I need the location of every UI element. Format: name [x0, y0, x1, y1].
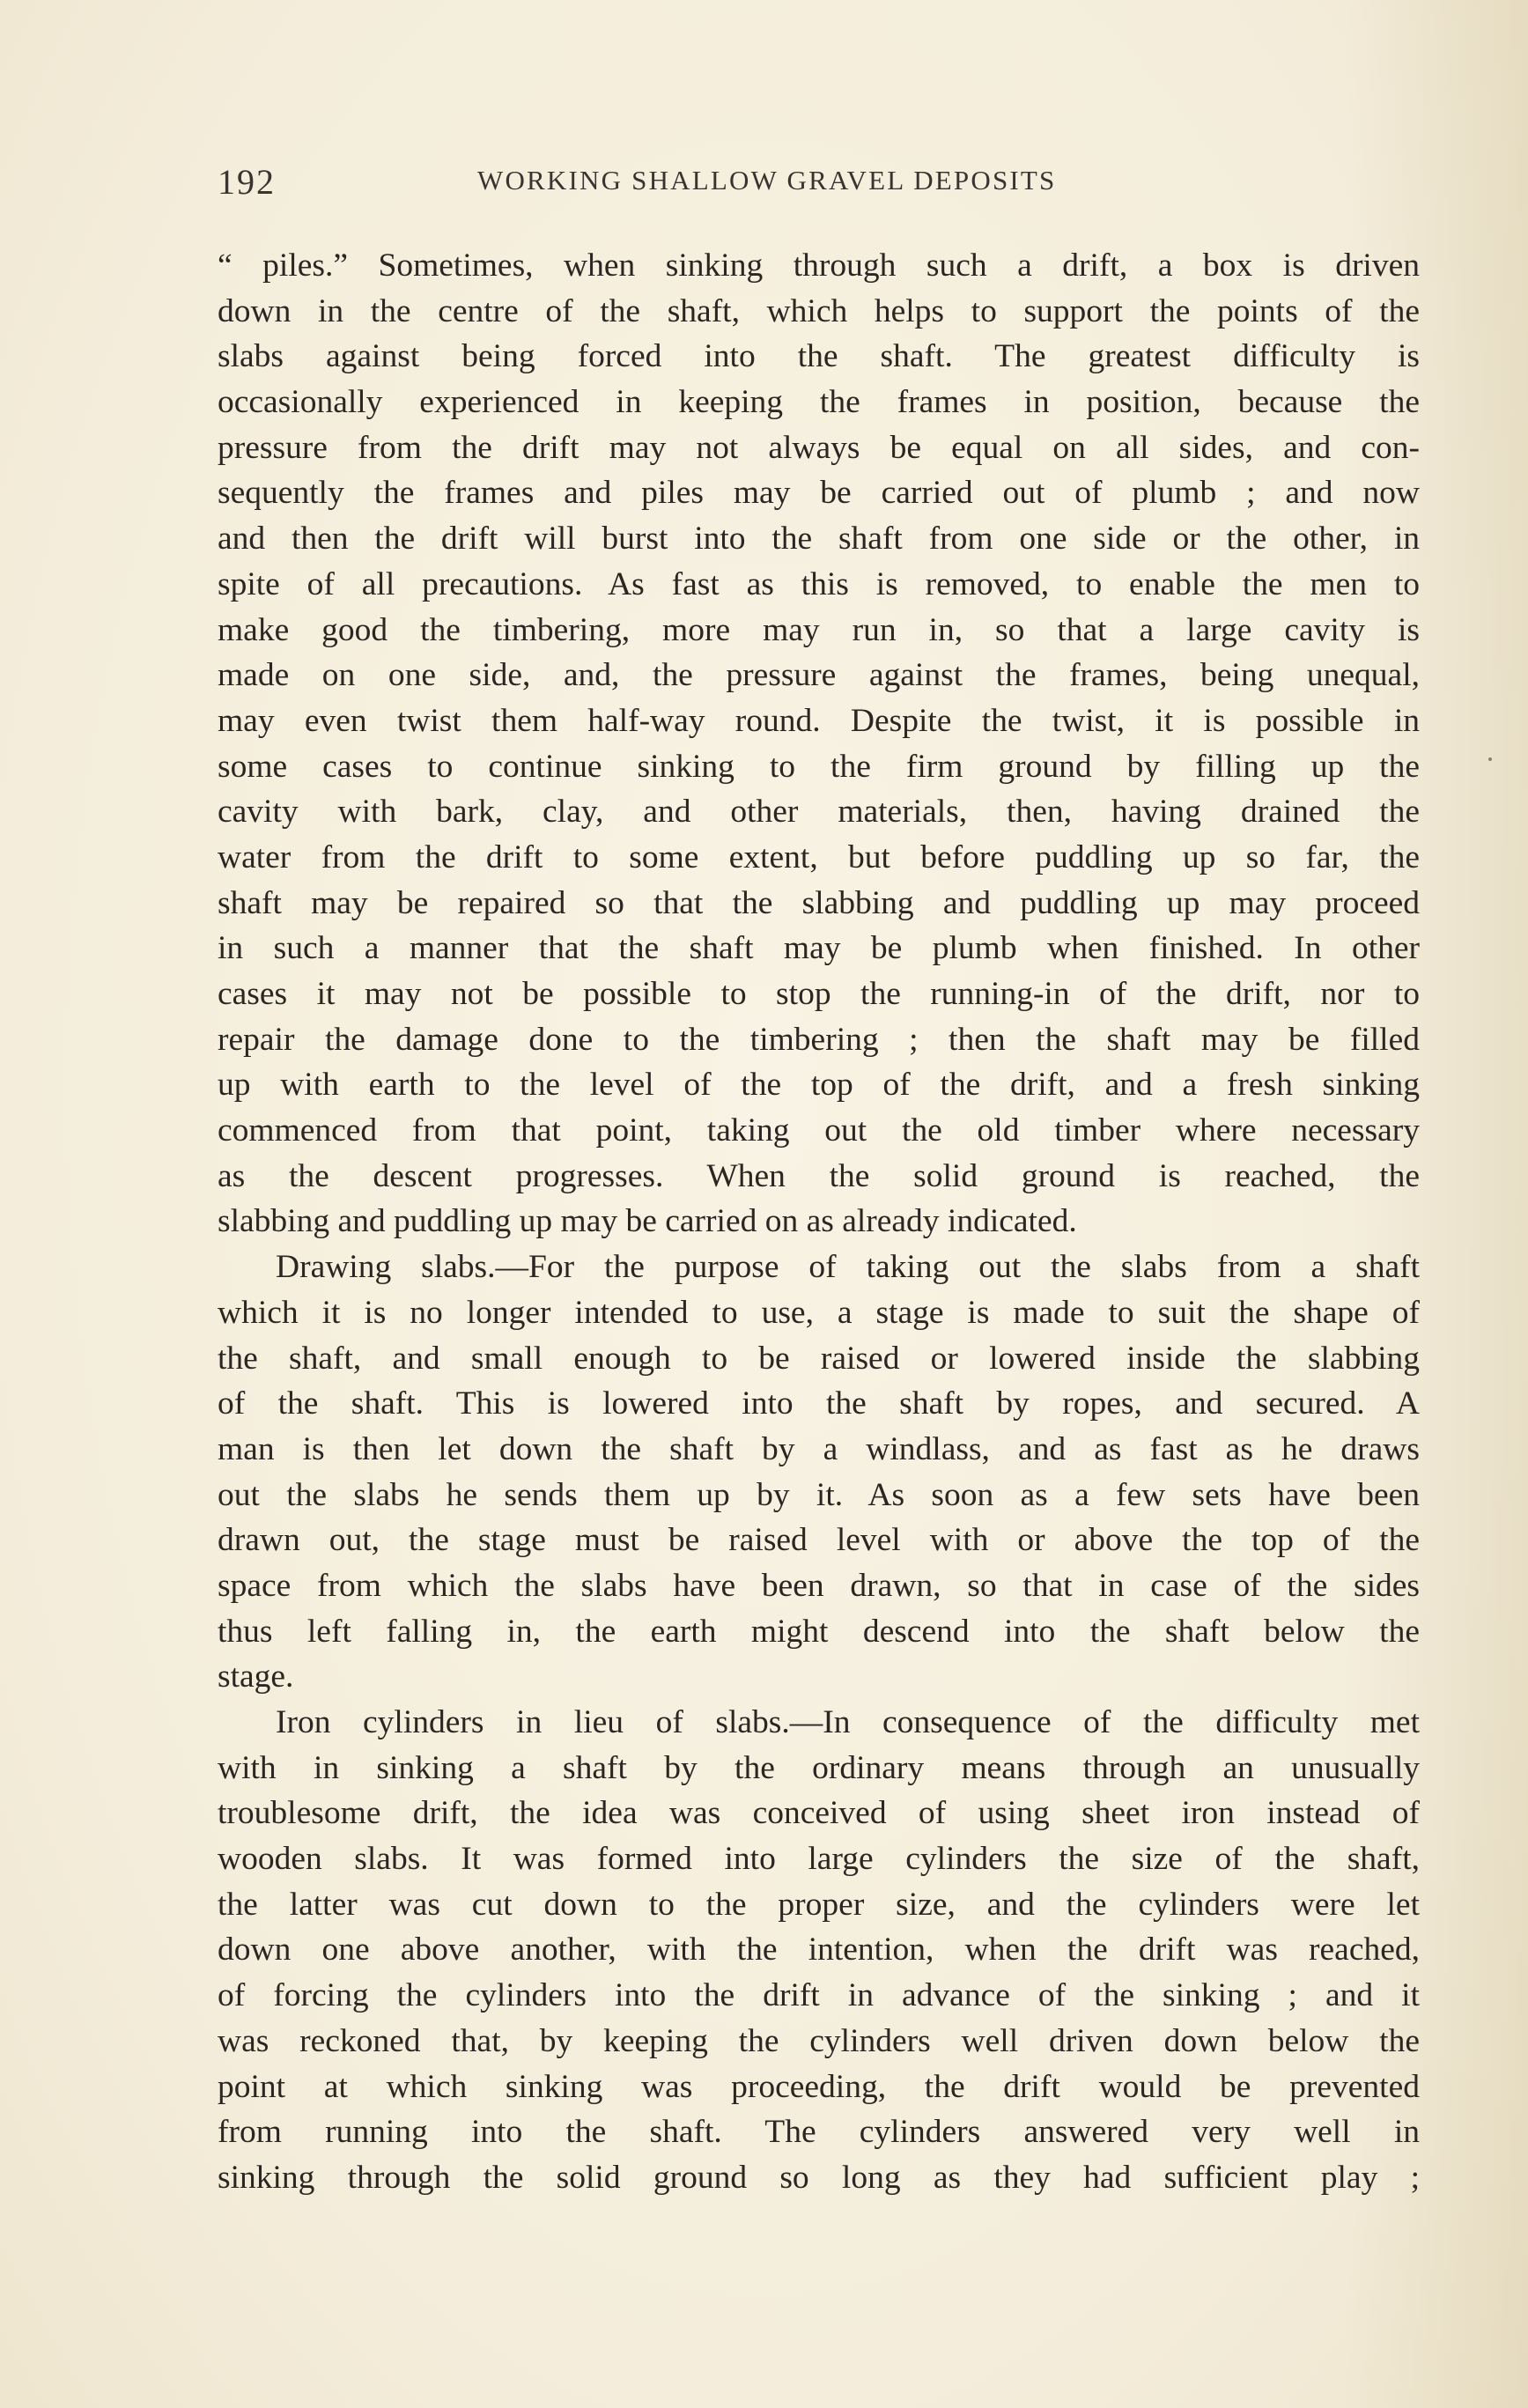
text-line: wooden slabs. It was formed into large cylinders the size of the shaft,	[218, 1841, 1420, 1878]
paragraph-first-line: Drawing slabs.—For the purpose of taking out the slabs from a shaft	[276, 1249, 1420, 1286]
text-line: was reckoned that, by keeping the cylinders well driven down below the	[218, 2022, 1420, 2059]
text-line: thus left falling in, the earth might descend into the shaft below the	[218, 1613, 1420, 1650]
text-line: man is then let down the shaft by a windlass, and as fast as he draws	[218, 1430, 1420, 1467]
text-line: and then the drift will burst into the shaft from one side or the other, in	[218, 521, 1420, 558]
text-line: shaft may be repaired so that the slabbing and puddling up may proceed	[218, 884, 1420, 921]
text-line: “ piles.” Sometimes, when sinking through such a drift, a box is driven	[218, 247, 1420, 284]
text-line: pressure from the drift may not always be equal on all sides, and con-	[218, 429, 1420, 466]
running-head	[218, 161, 1420, 214]
text-line: in such a manner that the shaft may be plumb when finished. In other	[218, 930, 1420, 967]
page-number: 192	[218, 162, 276, 202]
text-line: occasionally experienced in keeping the frames in position, because the	[218, 384, 1420, 421]
text-line: of the shaft. This is lowered into the shaft by ropes, and secured. A	[218, 1385, 1420, 1422]
paragraph-end-line: stage.	[218, 1658, 294, 1695]
text-line: as the descent progresses. When the solid ground is reached, the	[218, 1157, 1420, 1194]
text-line: repair the damage done to the timbering ; then the shaft may be filled	[218, 1021, 1420, 1058]
text-line: down in the centre of the shaft, which helps to support the points of the	[218, 292, 1420, 329]
paragraph-first-line: Iron cylinders in lieu of slabs.—In consequence of the difficulty met	[276, 1704, 1420, 1740]
text-line: sinking through the solid ground so long as they had sufficient play ;	[218, 2159, 1420, 2196]
text-line: may even twist them half-way round. Despite the twist, it is possible in	[218, 702, 1420, 739]
text-line: sequently the frames and piles may be carried out of plumb ; and now	[218, 475, 1420, 512]
text-line: from running into the shaft. The cylinders answered very well in	[218, 2114, 1420, 2151]
text-line: water from the drift to some extent, but before puddling up so far, the	[218, 838, 1420, 875]
text-line: up with earth to the level of the top of the drift, and a fresh sinking	[218, 1067, 1420, 1104]
text-line: with in sinking a shaft by the ordinary means through an unusually	[218, 1749, 1420, 1786]
text-line: cases it may not be possible to stop the running-in of the drift, nor to	[218, 976, 1420, 1012]
text-line: slabs against being forced into the shaft. The greatest difficulty is	[218, 338, 1420, 375]
running-title: WORKING SHALLOW GRAVEL DEPOSITS	[477, 165, 1057, 196]
text-line: drawn out, the stage must be raised level with or above the top of the	[218, 1522, 1420, 1559]
text-line: down one above another, with the intention, when the drift was reached,	[218, 1932, 1420, 1969]
text-line: point at which sinking was proceeding, the drift would be prevented	[218, 2068, 1420, 2105]
text-line: out the slabs he sends them up by it. As soon as a few sets have been	[218, 1476, 1420, 1513]
text-line: which it is no longer intended to use, a stage is made to suit the shape of	[218, 1294, 1420, 1331]
text-line: some cases to continue sinking to the firm ground by filling up the	[218, 748, 1420, 785]
text-line: of forcing the cylinders into the drift in advance of the sinking ; and it	[218, 1977, 1420, 2014]
text-line: cavity with bark, clay, and other materials, then, having drained the	[218, 794, 1420, 831]
text-line: make good the timbering, more may run in, so that a large cavity is	[218, 611, 1420, 648]
body-text	[218, 243, 1420, 2201]
paragraph-end-line: slabbing and puddling up may be carried on as already indicated.	[218, 1203, 1077, 1240]
text-line: the latter was cut down to the proper size, and the cylinders were let	[218, 1886, 1420, 1923]
text-line: space from which the slabs have been drawn, so that in case of the sides	[218, 1567, 1420, 1604]
text-line: made on one side, and, the pressure against the frames, being unequal,	[218, 657, 1420, 694]
margin-speck	[1488, 757, 1492, 761]
text-line: commenced from that point, taking out the old timber where necessary	[218, 1112, 1420, 1149]
text-line: troublesome drift, the idea was conceived of using sheet iron instead of	[218, 1795, 1420, 1832]
text-line: spite of all precautions. As fast as this is removed, to enable the men to	[218, 565, 1420, 602]
text-line: the shaft, and small enough to be raised or lowered inside the slabbing	[218, 1340, 1420, 1377]
